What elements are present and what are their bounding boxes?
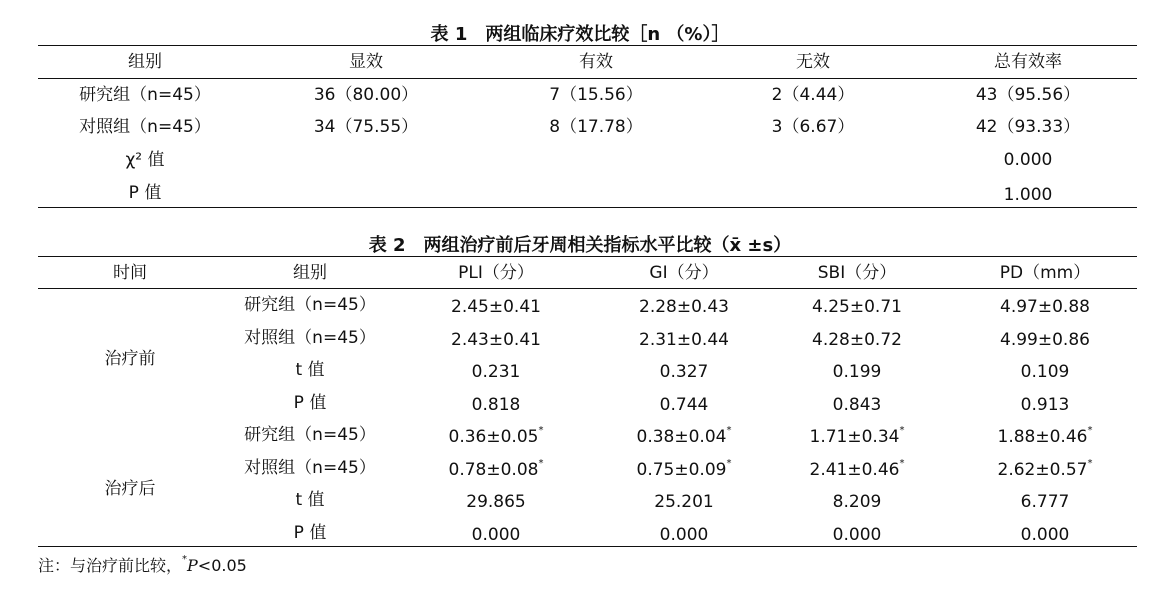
table1-p-value: 1.000 xyxy=(1003,185,1053,205)
table2-value: 4.97±0.88 xyxy=(1000,297,1090,317)
table2-value-cell xyxy=(762,491,952,513)
table2-value-cell xyxy=(401,459,591,481)
table2-value: 0.818 xyxy=(471,394,521,415)
table2-value: 29.865 xyxy=(466,492,526,512)
table1-value-cell: 8（17.78） xyxy=(549,117,643,137)
table1-value-cell: 2（4.44） xyxy=(771,85,855,105)
table2-value: 2.62±0.57 xyxy=(997,459,1088,480)
table1-header-cell: 显效 xyxy=(349,52,383,72)
table2-value: 1.71±0.34 xyxy=(809,427,900,447)
table2-value-cell xyxy=(589,394,779,416)
table2-title: 表 2 两组治疗前后牙周相关指标水平比较（x̄ ±s） xyxy=(368,235,792,256)
table2-value: 0.36±0.05 xyxy=(448,427,539,447)
table2-value-cell xyxy=(401,296,591,318)
significance-star: * xyxy=(726,457,732,469)
table2-value: 4.28±0.72 xyxy=(812,329,902,350)
table2-row-label: P 值 xyxy=(293,522,327,543)
table2-value: 0.000 xyxy=(1020,524,1070,545)
table2-bottom-rule xyxy=(38,546,1137,547)
footnote-star: * xyxy=(182,554,188,565)
table2-value-cell xyxy=(589,361,779,383)
table2-header-cell: PLI（分） xyxy=(458,263,534,283)
table2-value: 25.201 xyxy=(654,492,714,512)
table1-value-cell: 36（80.00） xyxy=(313,85,419,105)
significance-star: * xyxy=(538,425,544,436)
table2-value: 0.199 xyxy=(832,362,882,382)
table2-value-cell xyxy=(762,329,952,351)
table2-value-cell xyxy=(762,361,952,383)
footnote-p: P xyxy=(187,556,198,575)
table2-value: 2.31±0.44 xyxy=(639,329,729,350)
table2-value-cell xyxy=(401,426,591,448)
table2-header-cell: GI（分） xyxy=(649,263,719,283)
significance-star: * xyxy=(538,457,544,469)
table2-header-cell: PD（mm） xyxy=(999,263,1091,283)
table2-value-cell xyxy=(762,524,952,546)
table2-row-label: t 值 xyxy=(295,360,325,380)
table2-value-cell xyxy=(762,296,952,318)
table1-header-cell: 总有效率 xyxy=(994,52,1062,72)
table2-value: 2.43±0.41 xyxy=(451,329,541,350)
table2-time-cell: 治疗前 xyxy=(104,349,156,369)
table1-title: 表 1 两组临床疗效比较［n （%）］ xyxy=(430,24,730,45)
table1-header-cell: 无效 xyxy=(796,52,830,72)
table2-value-cell xyxy=(589,491,779,513)
table2-value-cell xyxy=(589,426,779,448)
table1-group-cell: 对照组（n=45） xyxy=(79,117,211,137)
table2-row-label: t 值 xyxy=(295,490,325,510)
table1-chi2-label: χ² 值 xyxy=(125,150,165,170)
table2-value: 4.99±0.86 xyxy=(1000,329,1090,350)
significance-star: * xyxy=(899,457,905,469)
table2-value: 6.777 xyxy=(1020,492,1070,512)
footnote xyxy=(38,553,247,576)
significance-star: * xyxy=(1087,457,1093,469)
table1-p-label: P 值 xyxy=(128,183,162,203)
table2-value-cell xyxy=(589,524,779,546)
table2-top-rule xyxy=(38,256,1137,257)
table2-value-cell xyxy=(950,459,1140,481)
table2-value: 0.327 xyxy=(659,362,709,382)
table2-time-cell: 治疗后 xyxy=(104,479,156,499)
table1-value-cell: 34（75.55） xyxy=(313,117,419,137)
table1-top-rule xyxy=(38,45,1137,46)
table2-row-label: 研究组（n=45） xyxy=(244,295,376,315)
table2-value: 0.109 xyxy=(1020,362,1070,382)
table2-row-label: P 值 xyxy=(293,392,327,413)
table2-value: 2.41±0.46 xyxy=(809,459,900,480)
table1-header-cell: 有效 xyxy=(579,52,613,72)
table2-value-cell xyxy=(950,491,1140,513)
table2-value-cell xyxy=(950,296,1140,318)
table2-value: 0.000 xyxy=(471,524,521,545)
table1-header-cell: 组别 xyxy=(128,52,162,72)
table1-bottom-rule xyxy=(38,207,1137,208)
table1-value-cell: 43（95.56） xyxy=(975,85,1081,105)
table2-value: 4.25±0.71 xyxy=(812,297,902,317)
table2-value-cell xyxy=(762,459,952,481)
table1-group-cell: 研究组（n=45） xyxy=(79,85,211,105)
table1-value-cell: 42（93.33） xyxy=(975,117,1081,137)
table2-value-cell xyxy=(950,524,1140,546)
table2-value: 0.744 xyxy=(659,394,709,415)
table2-value: 0.78±0.08 xyxy=(448,459,539,480)
table2-value-cell xyxy=(950,329,1140,351)
table1-chi2-value: 0.000 xyxy=(1003,150,1053,170)
table2-value: 0.843 xyxy=(832,394,882,415)
table2-value-cell xyxy=(950,426,1140,448)
table2-value-cell xyxy=(589,329,779,351)
table2-row-label: 对照组（n=45） xyxy=(244,327,376,348)
significance-star: * xyxy=(1087,425,1093,436)
table2-row-label: 研究组（n=45） xyxy=(244,425,376,445)
table2-value: 0.000 xyxy=(832,524,882,545)
table2-value-cell xyxy=(401,361,591,383)
footnote-text: 注：与治疗前比较， xyxy=(38,556,183,575)
table1-value-cell: 3（6.67） xyxy=(771,117,855,137)
table2-value-cell xyxy=(950,394,1140,416)
table1-header-rule xyxy=(38,78,1137,79)
table2-value: 0.75±0.09 xyxy=(636,459,727,480)
table2-value: 0.913 xyxy=(1020,394,1070,415)
table2-value: 1.88±0.46 xyxy=(997,427,1088,447)
table2-value-cell xyxy=(401,524,591,546)
table2-value-cell xyxy=(762,394,952,416)
footnote-threshold: <0.05 xyxy=(197,556,247,575)
table2-row-label: 对照组（n=45） xyxy=(244,457,376,478)
table2-value-cell xyxy=(762,426,952,448)
table2-header-cell: 组别 xyxy=(293,263,327,283)
table2-value: 0.231 xyxy=(471,362,521,382)
table2-header-cell: SBI（分） xyxy=(817,263,897,283)
table2-value: 0.000 xyxy=(659,524,709,545)
table2-value: 2.45±0.41 xyxy=(451,297,541,317)
table2-value-cell xyxy=(401,394,591,416)
table2-value-cell xyxy=(589,296,779,318)
significance-star: * xyxy=(899,425,905,436)
table2-value: 0.38±0.04 xyxy=(636,427,727,447)
table2-value-cell xyxy=(401,491,591,513)
table2-value: 2.28±0.43 xyxy=(639,297,729,317)
table2-header-rule xyxy=(38,288,1137,289)
table2-value: 8.209 xyxy=(832,492,882,512)
table2-value-cell xyxy=(401,329,591,351)
table2-value-cell xyxy=(589,459,779,481)
table1-value-cell: 7（15.56） xyxy=(549,85,643,105)
significance-star: * xyxy=(726,425,732,436)
table2-value-cell xyxy=(950,361,1140,383)
table2-header-cell: 时间 xyxy=(113,263,147,283)
